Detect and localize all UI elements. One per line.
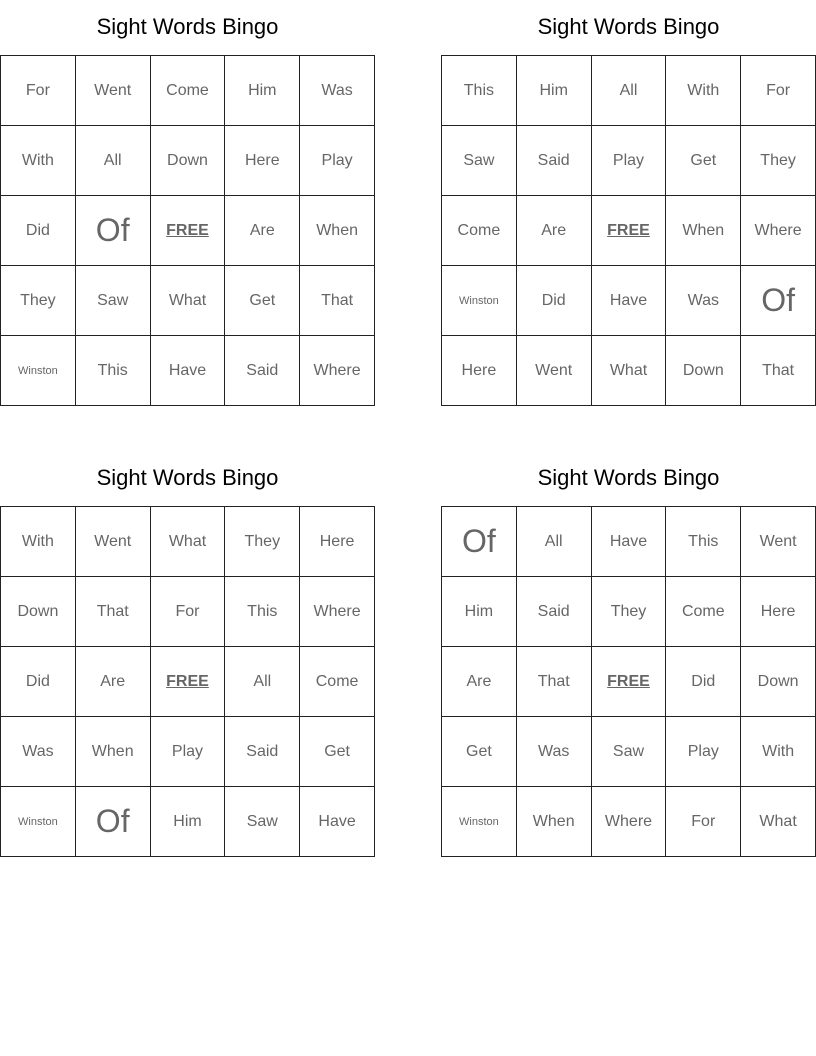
grid-cell: Come <box>666 577 741 647</box>
grid-cell: Him <box>150 787 225 857</box>
grid-cell: Where <box>591 787 666 857</box>
bingo-grid <box>441 506 816 857</box>
grid-cell: They <box>225 507 300 577</box>
grid-cell: Come <box>442 196 517 266</box>
grid-cell: When <box>666 196 741 266</box>
grid-cell: What <box>591 336 666 406</box>
grid-cell: Here <box>300 507 375 577</box>
grid-cell: This <box>75 336 150 406</box>
grid-cell: Was <box>300 56 375 126</box>
grid-row <box>1 336 375 406</box>
grid-cell: Get <box>300 717 375 787</box>
grid-cell: Down <box>1 577 76 647</box>
grid-row <box>1 647 375 717</box>
grid-cell: That <box>75 577 150 647</box>
grid-cell: With <box>666 56 741 126</box>
grid-cell: They <box>741 126 816 196</box>
grid-cell: Of <box>75 196 150 266</box>
grid-cell: This <box>442 56 517 126</box>
bingo-grid <box>441 55 816 406</box>
grid-cell: Was <box>666 266 741 336</box>
grid-cell: Did <box>1 196 76 266</box>
bingo-card-2 <box>441 0 816 406</box>
grid-row <box>1 266 375 336</box>
grid-cell: Here <box>442 336 517 406</box>
grid-cell: When <box>75 717 150 787</box>
grid-row <box>442 336 816 406</box>
bingo-grid <box>0 55 375 406</box>
grid-cell: Went <box>516 336 591 406</box>
grid-row <box>442 577 816 647</box>
grid-cell: Down <box>741 647 816 717</box>
grid-cell: Him <box>225 56 300 126</box>
grid-cell: Of <box>75 787 150 857</box>
grid-cell: Have <box>150 336 225 406</box>
grid-cell: Get <box>666 126 741 196</box>
bingo-card-3 <box>0 451 375 857</box>
grid-row <box>1 56 375 126</box>
grid-cell: Are <box>225 196 300 266</box>
grid-cell: What <box>150 266 225 336</box>
grid-row <box>442 56 816 126</box>
grid-cell: What <box>150 507 225 577</box>
grid-cell: All <box>75 126 150 196</box>
grid-row <box>442 717 816 787</box>
grid-cell: This <box>225 577 300 647</box>
bingo-card-4 <box>441 451 816 857</box>
grid-cell: Winston <box>442 266 517 336</box>
grid-cell: Here <box>741 577 816 647</box>
grid-cell: Saw <box>591 717 666 787</box>
grid-cell: Of <box>442 507 517 577</box>
grid-cell: Went <box>75 56 150 126</box>
grid-cell: Said <box>225 717 300 787</box>
grid-cell: Come <box>150 56 225 126</box>
grid-cell: They <box>1 266 76 336</box>
grid-cell: Get <box>225 266 300 336</box>
grid-cell: Are <box>75 647 150 717</box>
free-space: FREE <box>591 196 666 266</box>
grid-row <box>1 717 375 787</box>
grid-row <box>442 126 816 196</box>
grid-cell: Said <box>516 126 591 196</box>
free-space: FREE <box>150 196 225 266</box>
grid-cell: Saw <box>75 266 150 336</box>
grid-cell: All <box>591 56 666 126</box>
grid-cell: Have <box>300 787 375 857</box>
card-title: Sight Words Bingo <box>537 14 720 39</box>
grid-cell: Come <box>300 647 375 717</box>
grid-row <box>442 507 816 577</box>
grid-row <box>1 507 375 577</box>
grid-cell: Him <box>516 56 591 126</box>
grid-cell: Play <box>591 126 666 196</box>
grid-row <box>442 787 816 857</box>
grid-cell: Are <box>516 196 591 266</box>
grid-row <box>442 196 816 266</box>
grid-cell: Get <box>442 717 517 787</box>
grid-cell: Did <box>516 266 591 336</box>
free-space: FREE <box>591 647 666 717</box>
grid-cell: Did <box>666 647 741 717</box>
grid-cell: Winston <box>442 787 517 857</box>
grid-row <box>1 126 375 196</box>
bingo-card-1 <box>0 0 375 406</box>
grid-cell: That <box>516 647 591 717</box>
grid-cell: When <box>516 787 591 857</box>
grid-cell: For <box>666 787 741 857</box>
grid-cell: Went <box>75 507 150 577</box>
grid-cell: Went <box>741 507 816 577</box>
grid-cell: Down <box>150 126 225 196</box>
grid-cell: Said <box>516 577 591 647</box>
grid-cell: Did <box>1 647 76 717</box>
grid-cell: Are <box>442 647 517 717</box>
grid-cell: Him <box>442 577 517 647</box>
grid-cell: Saw <box>442 126 517 196</box>
grid-cell: Play <box>150 717 225 787</box>
grid-cell: Was <box>516 717 591 787</box>
grid-cell: That <box>741 336 816 406</box>
free-space: FREE <box>150 647 225 717</box>
grid-cell: For <box>1 56 76 126</box>
grid-cell: Have <box>591 266 666 336</box>
grid-cell: With <box>1 126 76 196</box>
grid-row <box>442 647 816 717</box>
bingo-grid <box>0 506 375 857</box>
card-title: Sight Words Bingo <box>96 465 279 490</box>
grid-cell: This <box>666 507 741 577</box>
grid-cell: When <box>300 196 375 266</box>
grid-cell: For <box>741 56 816 126</box>
grid-cell: Play <box>666 717 741 787</box>
grid-cell: All <box>225 647 300 717</box>
grid-cell: Have <box>591 507 666 577</box>
grid-cell: They <box>591 577 666 647</box>
grid-row <box>1 577 375 647</box>
grid-cell: For <box>150 577 225 647</box>
grid-cell: Winston <box>1 787 76 857</box>
grid-row <box>442 266 816 336</box>
grid-cell: Where <box>300 577 375 647</box>
grid-cell: Said <box>225 336 300 406</box>
grid-cell: Where <box>741 196 816 266</box>
grid-cell: Was <box>1 717 76 787</box>
grid-cell: What <box>741 787 816 857</box>
grid-cell: Where <box>300 336 375 406</box>
grid-cell: Winston <box>1 336 76 406</box>
grid-cell: That <box>300 266 375 336</box>
grid-cell: All <box>516 507 591 577</box>
grid-row <box>1 787 375 857</box>
grid-cell: Play <box>300 126 375 196</box>
card-title: Sight Words Bingo <box>537 465 720 490</box>
grid-cell: Here <box>225 126 300 196</box>
grid-cell: Saw <box>225 787 300 857</box>
grid-cell: Of <box>741 266 816 336</box>
grid-row <box>1 196 375 266</box>
grid-cell: Down <box>666 336 741 406</box>
grid-cell: With <box>741 717 816 787</box>
grid-cell: With <box>1 507 76 577</box>
card-title: Sight Words Bingo <box>96 14 279 39</box>
